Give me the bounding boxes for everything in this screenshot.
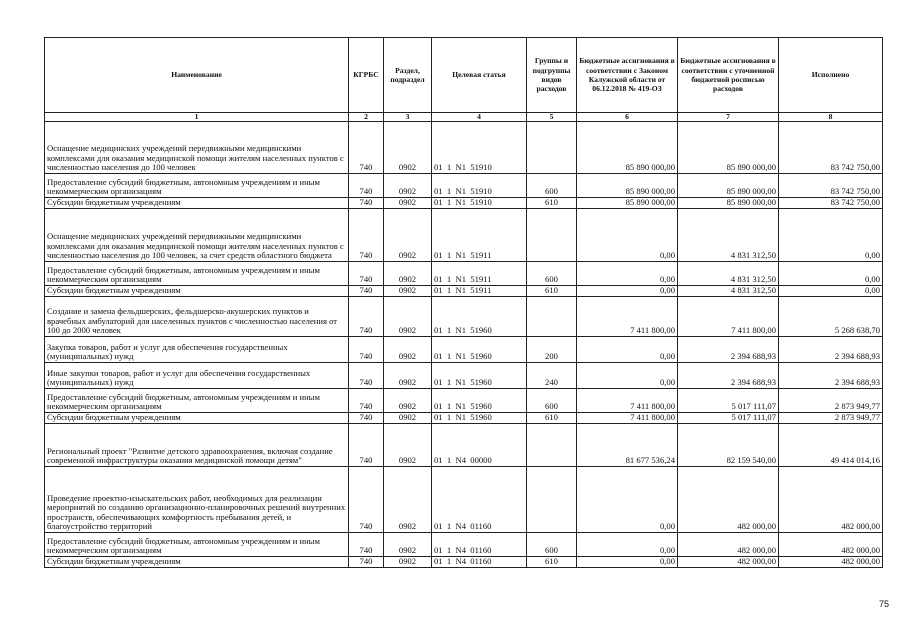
column-number: 8 [779,113,883,122]
row-name: Оснащение медицинских учреждений передвижными медицинскими комплексами для оказания медицинской помощи жителям населенных пунктов с численностью населения до 100 человек, за счет средств областного бюджета [45,209,349,262]
row-kgrbs: 740 [349,389,384,413]
column-number: 5 [527,113,577,122]
row-kgrbs: 740 [349,424,384,467]
row-expense-group [527,209,577,262]
row-section: 0902 [384,413,432,424]
row-target-article: 01 1 N1 51910 [432,198,527,209]
row-target-article: 01 1 N1 51960 [432,297,527,337]
row-expense-group: 200 [527,337,577,363]
row-section: 0902 [384,262,432,286]
row-expense-group [527,467,577,533]
row-kgrbs: 740 [349,198,384,209]
row-law-amount: 85 890 000,00 [577,174,678,198]
header-law-allocations: Бюджетные ассигнования в соответствии с Законом Калужской области от 06.12.2018 № 419-ОЗ [577,38,678,113]
row-section: 0902 [384,297,432,337]
row-executed-amount: 83 742 750,00 [779,174,883,198]
row-refined-amount: 4 831 312,50 [678,209,779,262]
row-kgrbs: 740 [349,557,384,568]
row-name: Предоставление субсидий бюджетным, автономным учреждениям и иным некоммерческим организациям [45,389,349,413]
row-kgrbs: 740 [349,209,384,262]
row-name: Субсидии бюджетным учреждениям [45,557,349,568]
row-target-article: 01 1 N1 51910 [432,174,527,198]
row-executed-amount: 2 394 688,93 [779,363,883,389]
row-expense-group: 600 [527,262,577,286]
row-expense-group: 600 [527,174,577,198]
row-target-article: 01 1 N1 51911 [432,262,527,286]
header-row [45,38,883,113]
row-name: Оснащение медицинских учреждений передвижными медицинскими комплексами для оказания медицинской помощи жителям населенных пунктов с численностью населения до 100 человек [45,122,349,174]
table-row [45,467,883,533]
row-expense-group: 610 [527,413,577,424]
row-executed-amount: 0,00 [779,262,883,286]
row-refined-amount: 82 159 540,00 [678,424,779,467]
row-name: Проведение проектно-изыскательских работ, необходимых для реализации мероприятий по созданию организационно-планировочных решений внутренних пространств, обеспечивающих комфортность пребывания детей, и благоустройство территорий [45,467,349,533]
row-executed-amount: 482 000,00 [779,467,883,533]
row-expense-group [527,122,577,174]
row-name: Субсидии бюджетным учреждениям [45,286,349,297]
row-target-article: 01 1 N1 51960 [432,337,527,363]
row-section: 0902 [384,533,432,557]
row-law-amount: 0,00 [577,557,678,568]
row-target-article: 01 1 N4 01160 [432,557,527,568]
row-kgrbs: 740 [349,286,384,297]
table-row [45,209,883,262]
row-name: Региональный проект "Развитие детского здравоохранения, включая создание современной инфраструктуры оказания медицинской помощи детям" [45,424,349,467]
row-expense-group: 240 [527,363,577,389]
row-kgrbs: 740 [349,363,384,389]
budget-table [44,37,883,568]
row-section: 0902 [384,122,432,174]
table-row [45,297,883,337]
row-refined-amount: 482 000,00 [678,533,779,557]
row-target-article: 01 1 N1 51910 [432,122,527,174]
row-executed-amount: 0,00 [779,286,883,297]
row-law-amount: 0,00 [577,363,678,389]
row-section: 0902 [384,337,432,363]
row-section: 0902 [384,467,432,533]
row-refined-amount: 2 394 688,93 [678,363,779,389]
header-kgrbs: КГРБС [349,38,384,113]
header-refined-allocations: Бюджетные ассигнования в соответствии с уточненной бюджетной росписью расходов [678,38,779,113]
row-name: Субсидии бюджетным учреждениям [45,198,349,209]
row-expense-group: 600 [527,533,577,557]
row-kgrbs: 740 [349,413,384,424]
column-number: 4 [432,113,527,122]
table-row [45,363,883,389]
row-name: Иные закупки товаров, работ и услуг для обеспечения государственных (муниципальных) нужд [45,363,349,389]
row-law-amount: 0,00 [577,209,678,262]
row-section: 0902 [384,286,432,297]
row-refined-amount: 482 000,00 [678,557,779,568]
row-target-article: 01 1 N4 01160 [432,467,527,533]
row-target-article: 01 1 N1 51960 [432,413,527,424]
row-law-amount: 0,00 [577,467,678,533]
table-row [45,198,883,209]
row-section: 0902 [384,209,432,262]
row-expense-group: 610 [527,557,577,568]
column-number: 3 [384,113,432,122]
row-executed-amount: 83 742 750,00 [779,198,883,209]
row-name: Закупка товаров, работ и услуг для обеспечения государственных (муниципальных) нужд [45,337,349,363]
row-kgrbs: 740 [349,467,384,533]
table-row [45,122,883,174]
row-law-amount: 0,00 [577,337,678,363]
header-executed: Исполнено [779,38,883,113]
row-law-amount: 81 677 536,24 [577,424,678,467]
row-expense-group [527,424,577,467]
row-section: 0902 [384,363,432,389]
row-target-article: 01 1 N1 51960 [432,363,527,389]
row-executed-amount: 482 000,00 [779,533,883,557]
row-refined-amount: 4 831 312,50 [678,286,779,297]
column-number: 2 [349,113,384,122]
row-law-amount: 85 890 000,00 [577,122,678,174]
row-kgrbs: 740 [349,122,384,174]
row-target-article: 01 1 N4 01160 [432,533,527,557]
row-executed-amount: 83 742 750,00 [779,122,883,174]
table-row [45,424,883,467]
table-row [45,337,883,363]
row-law-amount: 0,00 [577,286,678,297]
table-row [45,533,883,557]
column-number: 6 [577,113,678,122]
row-name: Предоставление субсидий бюджетным, автономным учреждениям и иным некоммерческим организациям [45,262,349,286]
row-refined-amount: 5 017 111,07 [678,389,779,413]
row-expense-group [527,297,577,337]
row-target-article: 01 1 N4 00000 [432,424,527,467]
row-expense-group: 610 [527,286,577,297]
row-law-amount: 0,00 [577,533,678,557]
row-kgrbs: 740 [349,297,384,337]
row-target-article: 01 1 N1 51911 [432,209,527,262]
table-row [45,262,883,286]
header-target-article: Целевая статья [432,38,527,113]
header-expense-groups: Группы и подгруппы видов расходов [527,38,577,113]
row-target-article: 01 1 N1 51911 [432,286,527,297]
header-section: Раздел, подраздел [384,38,432,113]
row-section: 0902 [384,389,432,413]
row-refined-amount: 7 411 800,00 [678,297,779,337]
row-executed-amount: 2 873 949,77 [779,389,883,413]
row-refined-amount: 4 831 312,50 [678,262,779,286]
row-refined-amount: 85 890 000,00 [678,122,779,174]
column-number: 7 [678,113,779,122]
row-executed-amount: 2 873 949,77 [779,413,883,424]
row-name: Субсидии бюджетным учреждениям [45,413,349,424]
row-law-amount: 7 411 800,00 [577,413,678,424]
row-law-amount: 7 411 800,00 [577,297,678,337]
row-executed-amount: 0,00 [779,209,883,262]
row-section: 0902 [384,198,432,209]
table-row [45,286,883,297]
table-row [45,413,883,424]
row-kgrbs: 740 [349,337,384,363]
header-name: Наименование [45,38,349,113]
row-target-article: 01 1 N1 51960 [432,389,527,413]
row-refined-amount: 5 017 111,07 [678,413,779,424]
column-number-row [45,113,883,122]
row-expense-group: 600 [527,389,577,413]
row-section: 0902 [384,174,432,198]
row-law-amount: 7 411 800,00 [577,389,678,413]
row-executed-amount: 5 268 638,70 [779,297,883,337]
row-executed-amount: 49 414 014,16 [779,424,883,467]
row-refined-amount: 85 890 000,00 [678,198,779,209]
page-number: 75 [879,599,890,609]
table-row [45,389,883,413]
row-section: 0902 [384,424,432,467]
row-executed-amount: 2 394 688,93 [779,337,883,363]
row-law-amount: 0,00 [577,262,678,286]
row-section: 0902 [384,557,432,568]
table-row [45,174,883,198]
row-name: Предоставление субсидий бюджетным, автономным учреждениям и иным некоммерческим организациям [45,174,349,198]
row-expense-group: 610 [527,198,577,209]
row-refined-amount: 85 890 000,00 [678,174,779,198]
row-kgrbs: 740 [349,174,384,198]
row-refined-amount: 2 394 688,93 [678,337,779,363]
row-refined-amount: 482 000,00 [678,467,779,533]
row-kgrbs: 740 [349,533,384,557]
column-number: 1 [45,113,349,122]
row-executed-amount: 482 000,00 [779,557,883,568]
row-law-amount: 85 890 000,00 [577,198,678,209]
row-kgrbs: 740 [349,262,384,286]
row-name: Предоставление субсидий бюджетным, автономным учреждениям и иным некоммерческим организациям [45,533,349,557]
table-row [45,557,883,568]
row-name: Создание и замена фельдшерских, фельдшерско-акушерских пунктов и врачебных амбулаторий для населенных пунктов с численностью населения от 100 до 2000 человек [45,297,349,337]
